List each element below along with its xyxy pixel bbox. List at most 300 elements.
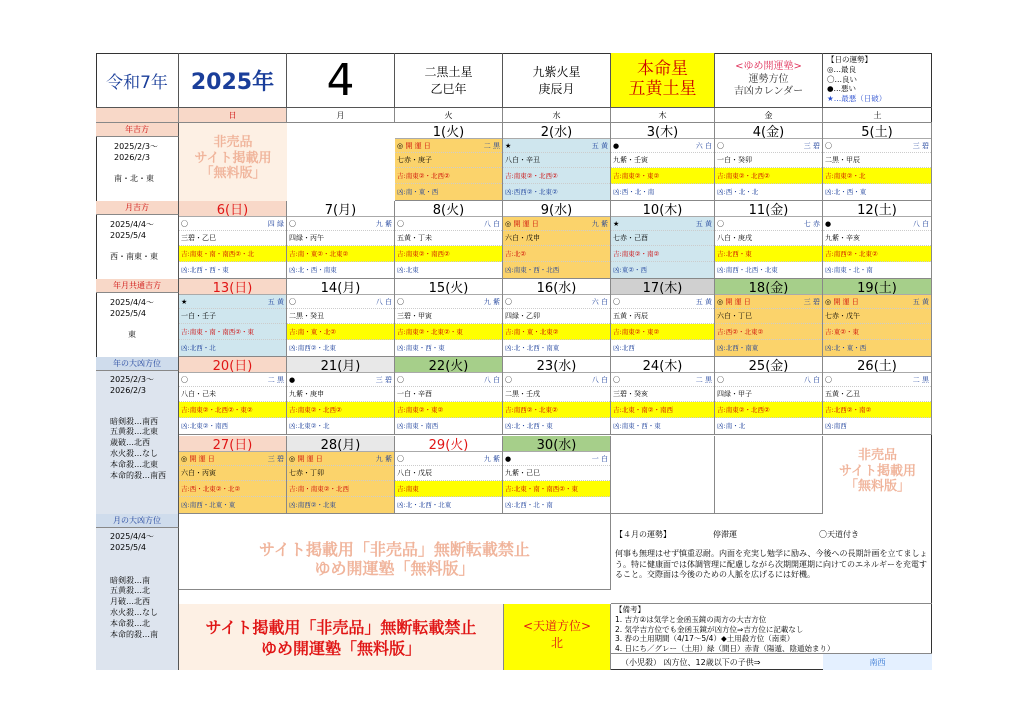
day-cell[interactable] xyxy=(179,357,287,435)
kyotsu-range1: 2025/4/4～ xyxy=(110,298,154,307)
day-cell[interactable] xyxy=(823,201,932,279)
day-number: 20(日) xyxy=(179,357,286,373)
watermark-side xyxy=(823,436,932,514)
day-number: 4(金) xyxy=(715,123,822,139)
luck-symbol: 〇 xyxy=(289,219,296,228)
lucky-directions: 吉:南東 xyxy=(395,481,502,497)
unlucky-directions: 凶:北東 xyxy=(397,266,419,274)
day-number: 3(木) xyxy=(611,123,714,139)
lucky-directions: 吉:南東②・北西② xyxy=(503,168,610,184)
day-number: 8(火) xyxy=(395,201,502,217)
bikou-item: 2. 気学吉方位でも金函玉鏡が凶方位⇒吉方位に記載なし xyxy=(615,624,804,634)
unlucky-directions: 凶:東②・西 xyxy=(613,266,648,274)
day-number: 12(土) xyxy=(823,201,931,217)
month-star: 二黒土星 xyxy=(424,65,473,79)
month-number: 4 xyxy=(287,53,395,108)
day-number: 5(土) xyxy=(823,123,931,139)
day-number: 30(水) xyxy=(503,436,610,452)
juku-sub1: 運勢方位 xyxy=(748,73,789,85)
luck-tag: 開 運 日 xyxy=(833,297,859,306)
day-luck-row xyxy=(823,295,931,309)
getsukichi-label: 月吉方 xyxy=(96,201,179,215)
year-star: 九紫火星 xyxy=(532,65,581,79)
luck-mark xyxy=(505,142,511,150)
day-star: 六 白 xyxy=(591,297,608,306)
getsukichi-dir: 西・南東・東 xyxy=(110,252,158,262)
dow-tue: 火 xyxy=(395,108,503,123)
luck-symbol: 〇 xyxy=(825,375,832,384)
day-kanshi: 九紫・辛亥 xyxy=(823,231,931,246)
luck-symbol: ◎ xyxy=(825,297,832,306)
lucky-directions: 吉:南東②・南② xyxy=(611,246,714,262)
day-kanshi: 七赤・庚子 xyxy=(395,153,502,168)
day-cell[interactable] xyxy=(503,357,611,435)
day-cell[interactable] xyxy=(179,436,287,514)
luck-symbol: ◎ xyxy=(181,454,188,463)
luck-mark xyxy=(825,141,832,151)
day-star: 三 碧 xyxy=(375,375,392,384)
day-star: 八 白 xyxy=(375,297,392,306)
dow-blank xyxy=(96,108,179,123)
getsukichi-range2: 2025/5/4 xyxy=(110,231,146,241)
luck-mark xyxy=(289,297,296,307)
day-star: 四 緑 xyxy=(267,219,284,228)
tendo-dir: 北 xyxy=(550,635,563,650)
getsudai-item: 月破…北西 xyxy=(110,597,150,607)
empty-cell xyxy=(611,436,715,514)
day-cell[interactable] xyxy=(611,123,715,201)
nendai-range2: 2026/2/3 xyxy=(110,385,146,395)
day-kanshi: 八白・戊辰 xyxy=(395,466,502,481)
day-luck-row xyxy=(179,217,286,231)
luck-mark xyxy=(825,375,832,385)
day-kanshi: 二黒・甲辰 xyxy=(823,153,931,168)
luck-mark xyxy=(613,297,620,307)
day-kanshi: 四緑・乙卯 xyxy=(503,309,610,324)
unlucky-directions: 凶:南西②・北東 xyxy=(289,344,337,352)
day-cell[interactable] xyxy=(179,279,287,357)
luck-mark xyxy=(717,141,724,151)
year-label: 2025年 xyxy=(179,53,287,108)
nenkichi-label: 年吉方 xyxy=(96,123,179,137)
watermark-top xyxy=(179,123,287,201)
luck-mark xyxy=(397,141,431,151)
luck-mark xyxy=(289,376,295,384)
watermark-line: 非売品 xyxy=(857,448,897,463)
day-luck-row xyxy=(611,139,714,153)
unlucky-directions: 凶:北・西・東 xyxy=(825,188,867,196)
lucky-directions: 吉:南東②・北西② xyxy=(395,168,502,184)
legend-good: 〇…良い xyxy=(827,74,857,84)
unlucky-directions: 凶:北西・北・南 xyxy=(505,501,553,509)
legend-box xyxy=(823,53,932,108)
day-star: 五 黄 xyxy=(695,219,712,228)
lucky-directions: 吉:南東②・東② xyxy=(611,168,714,184)
lucky-directions: 吉:北西②・南② xyxy=(823,402,931,418)
watermark-mid xyxy=(179,514,611,590)
luck-symbol: 〇 xyxy=(397,375,404,384)
luck-symbol: 〇 xyxy=(397,219,404,228)
unlucky-directions: 凶:南西②・北東 xyxy=(289,501,337,509)
day-luck-row xyxy=(395,295,502,309)
luck-mark xyxy=(181,375,188,385)
day-cell[interactable] xyxy=(715,123,823,201)
day-kanshi: 九紫・壬寅 xyxy=(611,153,714,168)
day-kanshi: 二黒・壬戌 xyxy=(503,387,610,402)
day-luck-row xyxy=(503,295,610,309)
day-star: 七 赤 xyxy=(803,219,820,228)
day-kanshi: 七赤・己酉 xyxy=(611,231,714,246)
lucky-directions: 吉:南東②・東② xyxy=(611,324,714,340)
day-star: 三 碧 xyxy=(803,141,820,150)
day-cell[interactable] xyxy=(611,357,715,435)
day-star: 二 黒 xyxy=(912,375,929,384)
day-kanshi: 七赤・戊午 xyxy=(823,309,931,324)
getsudai-range2: 2025/5/4 xyxy=(110,542,146,552)
unlucky-directions: 凶:南東・北・南 xyxy=(825,266,873,274)
day-cell[interactable] xyxy=(715,357,823,435)
kyotsu-block xyxy=(96,293,179,357)
day-luck-row xyxy=(611,295,714,309)
day-luck-row xyxy=(715,373,822,387)
unlucky-directions: 凶:北東②・北 xyxy=(289,422,330,430)
day-kanshi: 四緑・甲子 xyxy=(715,387,822,402)
month-luck-text: 何事も無理はせず慎重忍耐。内面を充実し勉学に励み、今後への長期計画を立てましょう。特に健康面では体調管理に配慮しながら次期開運期に向けてのエネルギーを充電すること。交際面は今後のための人脈を広げるには好機。 xyxy=(615,548,928,580)
unlucky-directions: 凶:北・北西・東 xyxy=(505,422,553,430)
day-number: 24(木) xyxy=(611,357,714,373)
dow-sun: 日 xyxy=(179,108,287,123)
luck-tag: 開 運 日 xyxy=(189,454,215,463)
tendo-label: <天道方位> xyxy=(522,619,592,633)
unlucky-directions: 凶:南西・北東・東 xyxy=(181,501,236,509)
day-luck-row xyxy=(395,373,502,387)
month-luck-value: 停滞運 xyxy=(713,530,737,539)
luck-symbol: ◎ xyxy=(397,141,404,150)
lucky-directions: 吉:南・東・北東② xyxy=(503,324,610,340)
luck-symbol: ★ xyxy=(505,141,512,150)
month-luck-label: 【４月の運勢】 xyxy=(615,530,671,539)
nenkichi-block xyxy=(96,137,179,201)
day-number: 16(水) xyxy=(503,279,610,295)
watermark-line: サイト掲載用 xyxy=(194,150,272,166)
day-luck-row xyxy=(395,452,502,466)
day-kanshi: 七赤・丁卯 xyxy=(287,466,394,481)
day-kanshi: 八白・辛丑 xyxy=(503,153,610,168)
lucky-directions: 吉:南・東②・北東② xyxy=(287,246,394,262)
nendai-item: 五黄殺…北東 xyxy=(110,427,158,437)
day-cell[interactable] xyxy=(287,357,395,435)
day-number: 9(水) xyxy=(503,201,610,217)
luck-mark xyxy=(613,142,619,150)
day-cell[interactable] xyxy=(503,279,611,357)
shoni-label: （小児殺） 凶方位、12歳以下の子供⇒ xyxy=(621,657,761,667)
luck-symbol: 〇 xyxy=(505,375,512,384)
lucky-directions: 吉:南東②・北東②・東 xyxy=(395,324,502,340)
luck-mark xyxy=(397,375,404,385)
day-number: 15(火) xyxy=(395,279,502,295)
day-kanshi: 六白・戊申 xyxy=(503,231,610,246)
day-star: 九 紫 xyxy=(591,219,608,228)
lucky-directions: 吉:南西②・北東② xyxy=(823,246,931,262)
day-star: 五 黄 xyxy=(912,297,929,306)
luck-mark xyxy=(397,454,404,464)
day-luck-row xyxy=(503,452,610,466)
getsudai-item: 五黄殺…北 xyxy=(110,586,150,596)
day-cell[interactable] xyxy=(395,201,503,279)
lucky-directions: 吉:南東・南・南西②・東 xyxy=(179,324,286,340)
day-luck-row xyxy=(823,373,931,387)
day-cell[interactable] xyxy=(395,279,503,357)
honmei-star: 五黄土星 xyxy=(628,79,697,99)
luck-mark xyxy=(505,297,512,307)
watermark-line: サイト掲載用「非売品」無断転載禁止 xyxy=(205,618,477,637)
unlucky-directions: 凶:北・東・西 xyxy=(825,344,867,352)
day-cell[interactable] xyxy=(287,279,395,357)
unlucky-directions: 凶:北・北西・南東 xyxy=(505,344,560,352)
day-luck-row xyxy=(287,452,394,466)
day-cell[interactable] xyxy=(287,201,395,279)
day-cell[interactable] xyxy=(395,436,503,514)
lucky-directions: 吉:北西・東 xyxy=(715,246,822,262)
luck-symbol: ● xyxy=(825,219,832,228)
nendai-item: 水火殺…なし xyxy=(110,448,158,458)
day-luck-row xyxy=(287,217,394,231)
day-number: 18(金) xyxy=(715,279,822,295)
luck-mark xyxy=(613,220,619,228)
unlucky-directions: 凶:南・東・西 xyxy=(397,188,439,196)
nendai-item: 暗剣殺…南西 xyxy=(110,416,158,426)
day-star: 五 黄 xyxy=(695,297,712,306)
day-kanshi: 六白・丁巳 xyxy=(715,309,822,324)
bikou-box xyxy=(611,604,932,654)
day-number: 6(日) xyxy=(179,201,286,217)
day-star: 二 黒 xyxy=(267,375,284,384)
era-label: 令和7年 xyxy=(96,53,179,108)
day-number: 7(月) xyxy=(287,201,394,217)
luck-symbol: 〇 xyxy=(397,297,404,306)
day-number: 17(木) xyxy=(611,279,714,295)
lucky-directions: 吉:南・南東②・北西 xyxy=(287,481,394,497)
day-cell[interactable] xyxy=(611,201,715,279)
luck-symbol: 〇 xyxy=(613,375,620,384)
watermark-line: 「無料版」 xyxy=(200,166,266,182)
day-cell[interactable] xyxy=(823,357,932,435)
luck-symbol: 〇 xyxy=(505,297,512,306)
juku-sub2: 吉凶カレンダー xyxy=(733,86,804,98)
getsudai-list xyxy=(110,576,178,641)
luck-symbol: 〇 xyxy=(613,297,620,306)
getsudai-label: 月の大凶方位 xyxy=(96,514,179,528)
unlucky-directions: 凶:北西・北 xyxy=(181,344,216,352)
nendai-block xyxy=(96,371,179,514)
day-cell[interactable] xyxy=(715,201,823,279)
year-eto: 庚辰月 xyxy=(538,82,575,96)
day-cell[interactable] xyxy=(715,279,823,357)
getsudai-item: 暗剣殺…南 xyxy=(110,575,150,585)
getsukichi-range1: 2025/4/4～ xyxy=(110,220,154,229)
luck-mark xyxy=(717,219,724,229)
day-cell[interactable] xyxy=(823,123,932,201)
luck-symbol: 〇 xyxy=(717,141,724,150)
day-star: 九 紫 xyxy=(375,454,392,463)
day-cell[interactable] xyxy=(823,279,932,357)
kyotsu-dir: 東 xyxy=(128,330,136,340)
luck-symbol: ● xyxy=(613,141,620,150)
dow-wed: 水 xyxy=(503,108,611,123)
day-kanshi: 五黄・丙辰 xyxy=(611,309,714,324)
day-kanshi: 五黄・丁未 xyxy=(395,231,502,246)
unlucky-directions: 凶:南西・北西・北東 xyxy=(717,266,778,274)
day-star: 五 黄 xyxy=(591,141,608,150)
day-luck-row xyxy=(395,139,502,153)
day-cell[interactable] xyxy=(179,201,287,279)
empty-cell xyxy=(715,436,823,514)
day-kanshi: 二黒・癸丑 xyxy=(287,309,394,324)
day-number: 22(火) xyxy=(395,357,502,373)
day-cell[interactable] xyxy=(611,279,715,357)
luck-symbol: 〇 xyxy=(717,219,724,228)
lucky-directions: 吉:西②・北東② xyxy=(715,324,822,340)
lucky-directions: 吉:北東・南・南西②・東 xyxy=(503,481,610,497)
unlucky-directions: 凶:西・北・南 xyxy=(613,188,655,196)
luck-symbol: 〇 xyxy=(181,375,188,384)
luck-tag: 開 運 日 xyxy=(405,141,431,150)
watermark-line: サイト掲載用 xyxy=(838,463,917,479)
unlucky-directions: 凶:南東・西・東 xyxy=(397,344,445,352)
day-cell[interactable] xyxy=(395,357,503,435)
day-luck-row xyxy=(287,295,394,309)
day-star: 八 白 xyxy=(912,219,929,228)
lucky-directions: 吉:南東②・南西② xyxy=(395,246,502,262)
day-cell[interactable] xyxy=(503,201,611,279)
year-star-box xyxy=(503,53,611,108)
unlucky-directions: 凶:北西・西・東 xyxy=(181,266,229,274)
luck-mark xyxy=(613,375,620,385)
day-number: 19(土) xyxy=(823,279,931,295)
getsudai-item: 水火殺…なし xyxy=(110,607,158,617)
unlucky-directions: 凶:西西②・北東② xyxy=(505,188,558,196)
unlucky-directions: 凶:北・西・南東 xyxy=(289,266,337,274)
nendai-list xyxy=(110,417,178,482)
day-star: 八 白 xyxy=(483,375,500,384)
month-luck-note: 〇天道付き xyxy=(819,530,859,539)
day-cell[interactable] xyxy=(503,436,611,514)
luck-tag: 開 運 日 xyxy=(513,219,539,228)
day-number: 21(月) xyxy=(287,357,394,373)
day-kanshi: 一白・壬子 xyxy=(179,309,286,324)
day-kanshi: 三碧・甲寅 xyxy=(395,309,502,324)
day-luck-row xyxy=(823,217,931,231)
luck-mark xyxy=(397,297,404,307)
unlucky-directions: 凶:北西・南東 xyxy=(717,344,759,352)
juku-box xyxy=(715,53,823,108)
day-number: 28(月) xyxy=(287,436,394,452)
dow-mon: 月 xyxy=(287,108,395,123)
lucky-directions: 吉:南東②・北西② xyxy=(715,402,822,418)
bikou-item: 3. 春の土用期間（4/17～5/4）◆土用殺方位（南東） xyxy=(615,634,795,644)
nendai-label: 年の大凶方位 xyxy=(96,357,179,371)
day-star: 二 黒 xyxy=(695,375,712,384)
getsudai-range1: 2025/4/4～ xyxy=(110,532,154,541)
nendai-range1: 2025/2/3～ xyxy=(110,375,154,384)
unlucky-directions: 凶:北東②・南西 xyxy=(181,422,229,430)
day-star: 九 紫 xyxy=(375,219,392,228)
honmei-box xyxy=(611,53,715,108)
watermark-bottom xyxy=(179,604,504,670)
unlucky-directions: 凶:南東・西・東 xyxy=(613,422,661,430)
luck-mark xyxy=(717,375,724,385)
day-number: 29(火) xyxy=(395,436,502,452)
luck-symbol: ★ xyxy=(181,297,188,306)
luck-symbol: ● xyxy=(505,454,512,463)
day-number: 13(日) xyxy=(179,279,286,295)
getsudai-block xyxy=(96,528,179,670)
lucky-directions: 吉:南東②・北西②・東② xyxy=(179,402,286,418)
day-kanshi: 四緑・丙午 xyxy=(287,231,394,246)
day-kanshi: 八白・庚戌 xyxy=(715,231,822,246)
bikou-label: 【備考】 xyxy=(615,605,645,614)
day-cell[interactable] xyxy=(287,436,395,514)
day-luck-row xyxy=(503,217,610,231)
watermark-line: 非売品 xyxy=(213,135,253,150)
luck-mark xyxy=(289,219,296,229)
luck-mark xyxy=(825,220,831,228)
juku-title: <ゆめ開運塾> xyxy=(735,61,802,73)
day-luck-row xyxy=(611,373,714,387)
lucky-directions: 吉:西・北東②・北② xyxy=(179,481,286,497)
lucky-directions: 吉:南東②・北西② xyxy=(715,168,822,184)
nendai-item: 本命的殺…南西 xyxy=(110,470,166,480)
day-kanshi: 一白・癸卯 xyxy=(715,153,822,168)
luck-mark xyxy=(181,219,188,229)
day-cell[interactable] xyxy=(395,123,503,201)
day-star: 八 白 xyxy=(483,219,500,228)
luck-symbol: ◎ xyxy=(717,297,724,306)
day-luck-row xyxy=(179,295,286,309)
watermark-line: ゆめ開運塾「無料版」 xyxy=(314,559,475,579)
dow-fri: 金 xyxy=(715,108,823,123)
luck-symbol: 〇 xyxy=(181,219,188,228)
day-kanshi: 九紫・己巳 xyxy=(503,466,610,481)
day-number: 27(日) xyxy=(179,436,286,452)
unlucky-directions: 凶:南東・南西 xyxy=(397,422,439,430)
watermark-line: 「無料版」 xyxy=(844,479,910,495)
lucky-directions: 吉:北東・南②・南西 xyxy=(611,402,714,418)
lucky-directions: 吉:南・東・北② xyxy=(287,324,394,340)
day-number: 14(月) xyxy=(287,279,394,295)
day-star: 六 白 xyxy=(695,141,712,150)
luck-mark xyxy=(181,454,215,464)
nendai-item: 歳破…北西 xyxy=(110,438,150,448)
day-kanshi: 九紫・庚申 xyxy=(287,387,394,402)
day-luck-row xyxy=(503,373,610,387)
kyotsu-label: 年月共通吉方 xyxy=(96,279,179,293)
day-luck-row xyxy=(179,373,286,387)
lucky-directions: 吉:北② xyxy=(503,246,610,262)
day-star: 三 碧 xyxy=(803,297,820,306)
day-cell[interactable] xyxy=(503,123,611,201)
getsudai-item: 本命的殺…南 xyxy=(110,629,158,639)
bikou-item: 1. 吉方②は気学と金函玉鏡の両方の大吉方位 xyxy=(615,614,767,624)
day-luck-row xyxy=(287,373,394,387)
lucky-directions: 吉:南東②・東② xyxy=(395,402,502,418)
luck-symbol: ★ xyxy=(613,219,620,228)
luck-symbol: ◎ xyxy=(505,219,512,228)
month-luck-box xyxy=(611,528,932,604)
lucky-directions: 吉:東②・東 xyxy=(823,324,931,340)
day-kanshi: 三碧・乙巳 xyxy=(179,231,286,246)
legend-worst: ★…最悪（日破） xyxy=(827,94,887,103)
